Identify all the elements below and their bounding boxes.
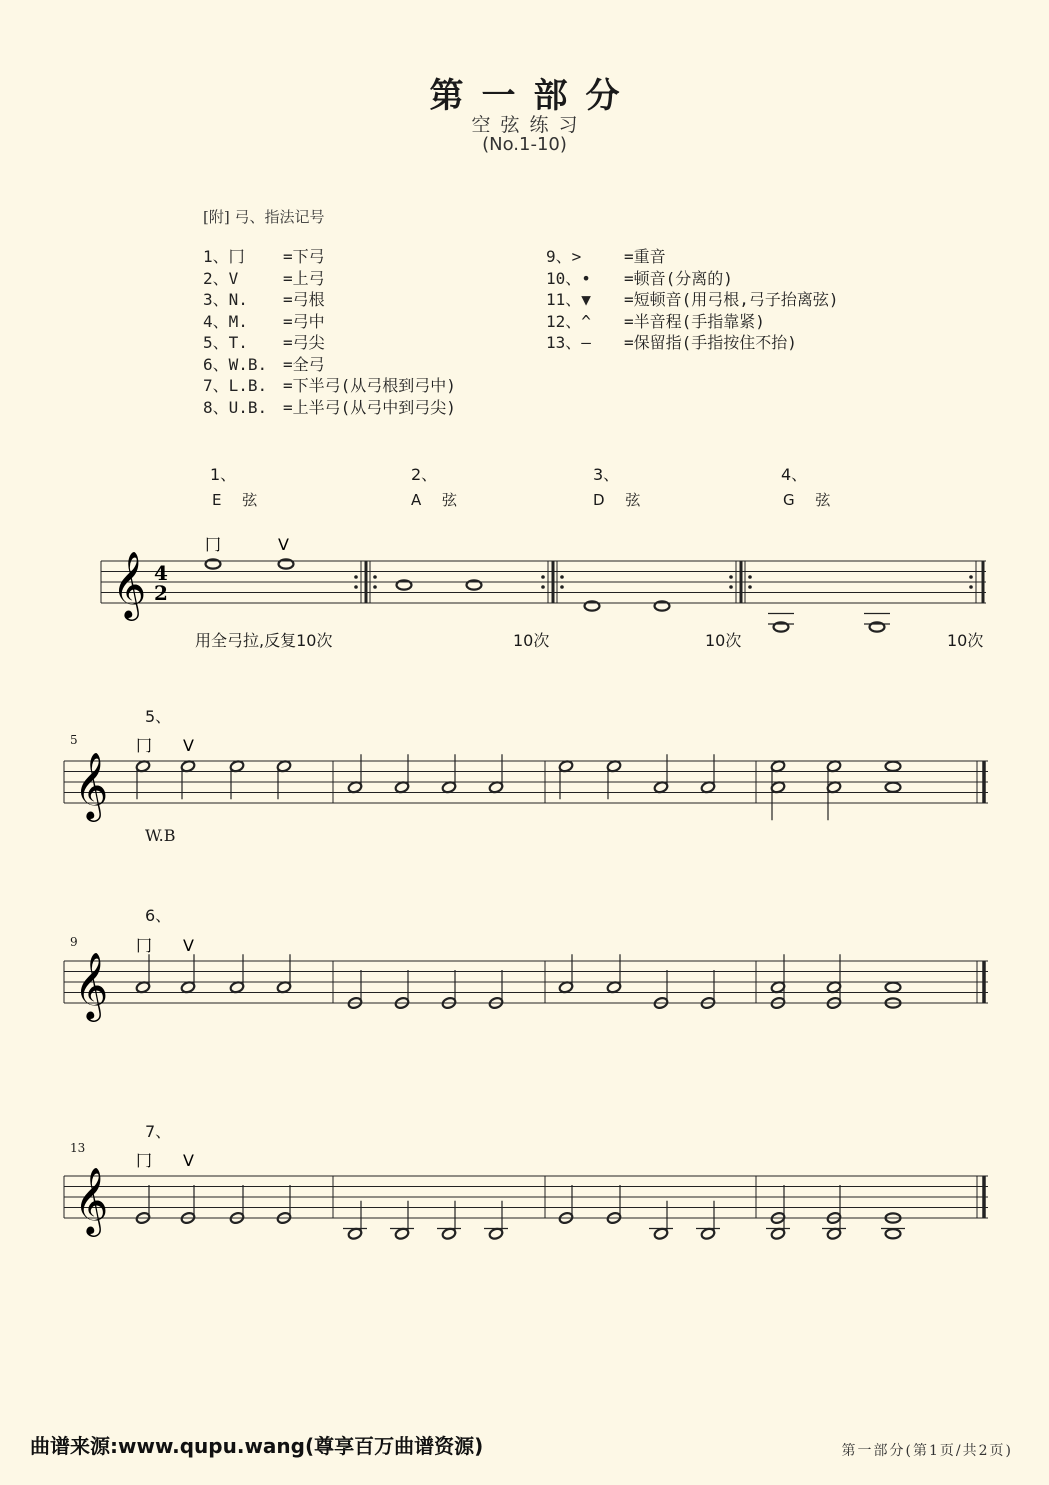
page-indicator: 第一部分(第1页/共2页) <box>841 1443 1013 1459</box>
exercise-number: 4、 <box>781 465 808 484</box>
half-note <box>558 760 573 773</box>
half-note <box>441 1227 456 1240</box>
half-note <box>606 981 621 994</box>
half-note <box>770 981 785 994</box>
exercise-number: 1、 <box>210 465 237 484</box>
half-note <box>770 1227 785 1240</box>
legend-item: 7、L.B. =下半弓(从弓根到弓中) <box>203 376 456 395</box>
half-note <box>229 981 244 994</box>
treble-clef-icon: 𝄞 <box>112 550 147 618</box>
treble-clef-icon: 𝄞 <box>74 1166 109 1234</box>
whole-notes <box>206 559 885 631</box>
half-note <box>394 1227 409 1240</box>
ledger-lines <box>768 614 890 625</box>
half-note <box>488 781 503 794</box>
half-note <box>700 1227 715 1240</box>
legend-item: 5、T. =弓尖 <box>203 333 325 352</box>
exercise-number: 7、 <box>145 1122 172 1141</box>
page-subtitle: 空弦练习 <box>471 114 588 136</box>
legend-item: 9、> =重音 <box>546 247 666 266</box>
legend-item: 2、V =上弓 <box>203 268 325 288</box>
half-note <box>826 760 841 773</box>
measure-number: 9 <box>70 935 78 949</box>
staff-system-2 <box>0 720 1049 850</box>
treble-clef-icon: 𝄞 <box>74 751 109 819</box>
half-note <box>441 781 456 794</box>
down-bow-icon: 冂 <box>136 736 153 755</box>
repeat-count: 10次 <box>513 631 550 650</box>
staff-system-3 <box>0 920 1049 1050</box>
time-signature-bottom: 2 <box>154 581 168 605</box>
half-note <box>606 760 621 773</box>
down-bow-icon: 冂 <box>136 1151 153 1170</box>
half-note <box>347 1227 362 1240</box>
repeat-count: 10次 <box>947 631 984 650</box>
legend-item: 11、▼ =短顿音(用弓根,弓子抬离弦) <box>546 290 839 309</box>
exercise-number: 5、 <box>145 707 172 726</box>
half-note <box>135 760 150 773</box>
half-note <box>347 781 362 794</box>
whole-bow-marking: W.B <box>145 826 176 845</box>
legend-item: 3、N. =弓根 <box>203 290 325 309</box>
string-label: D 弦 <box>593 491 649 509</box>
half-note <box>653 1227 668 1240</box>
half-note <box>558 981 573 994</box>
legend-item: 8、U.B. =上半弓(从弓中到弓尖) <box>203 397 456 417</box>
half-note <box>700 781 715 794</box>
up-bow-icon: V <box>183 736 194 755</box>
half-note <box>135 981 150 994</box>
legend-right <box>546 246 839 354</box>
repeat-count: 10次 <box>705 631 742 650</box>
up-bow-icon: V <box>278 535 289 554</box>
up-bow-icon: V <box>183 1151 194 1170</box>
legend-item: 13、— =保留指(手指按住不抬) <box>546 333 797 352</box>
legend-item: 4、M. =弓中 <box>203 311 325 331</box>
half-note <box>488 1227 503 1240</box>
half-note <box>394 781 409 794</box>
whole-note <box>886 762 901 771</box>
source-footer: 曲谱来源:www.qupu.wang(尊享百万曲谱资源) <box>30 1434 484 1458</box>
legend-item: 6、W.B. =全弓 <box>203 354 325 374</box>
half-note <box>180 981 195 994</box>
treble-clef-icon: 𝄞 <box>74 951 109 1019</box>
legend-item: 1、冂 =下弓 <box>203 247 325 266</box>
down-bow-icon: 冂 <box>205 535 222 554</box>
legend-left <box>203 246 456 418</box>
legend-item: 10、• =顿音(分离的) <box>546 268 733 288</box>
exercise-range: (No.1-10) <box>482 134 567 155</box>
up-bow-icon: V <box>183 936 194 955</box>
whole-note <box>886 783 901 792</box>
staff-lines <box>101 561 986 603</box>
string-label: E 弦 <box>212 491 266 509</box>
time-signature-top: 4 <box>154 561 168 585</box>
legend-heading: [附] 弓、指法记号 <box>203 208 325 226</box>
page-title: 第一部分 <box>429 76 638 116</box>
string-label: A 弦 <box>411 491 466 509</box>
half-note <box>653 781 668 794</box>
half-note <box>770 781 785 794</box>
half-note <box>229 760 244 773</box>
half-note <box>826 1227 841 1240</box>
measure-number: 13 <box>70 1141 86 1155</box>
string-label: G 弦 <box>783 491 839 509</box>
exercise-number: 6、 <box>145 906 172 925</box>
legend-item: 12、^ =半音程(手指靠紧) <box>546 311 765 331</box>
half-note <box>276 981 291 994</box>
half-note <box>276 760 291 773</box>
repeat-instruction: 用全弓拉,反复10次 <box>195 631 333 650</box>
exercise-number: 3、 <box>593 465 620 484</box>
measure-number: 5 <box>70 733 78 747</box>
half-note <box>826 981 841 994</box>
whole-note <box>886 983 901 992</box>
half-note <box>180 760 195 773</box>
exercise-number: 2、 <box>411 465 438 484</box>
down-bow-icon: 冂 <box>136 936 153 955</box>
staff-system-4 <box>0 1135 1049 1265</box>
half-note <box>770 760 785 773</box>
half-note <box>826 781 841 794</box>
whole-note <box>886 1229 901 1238</box>
